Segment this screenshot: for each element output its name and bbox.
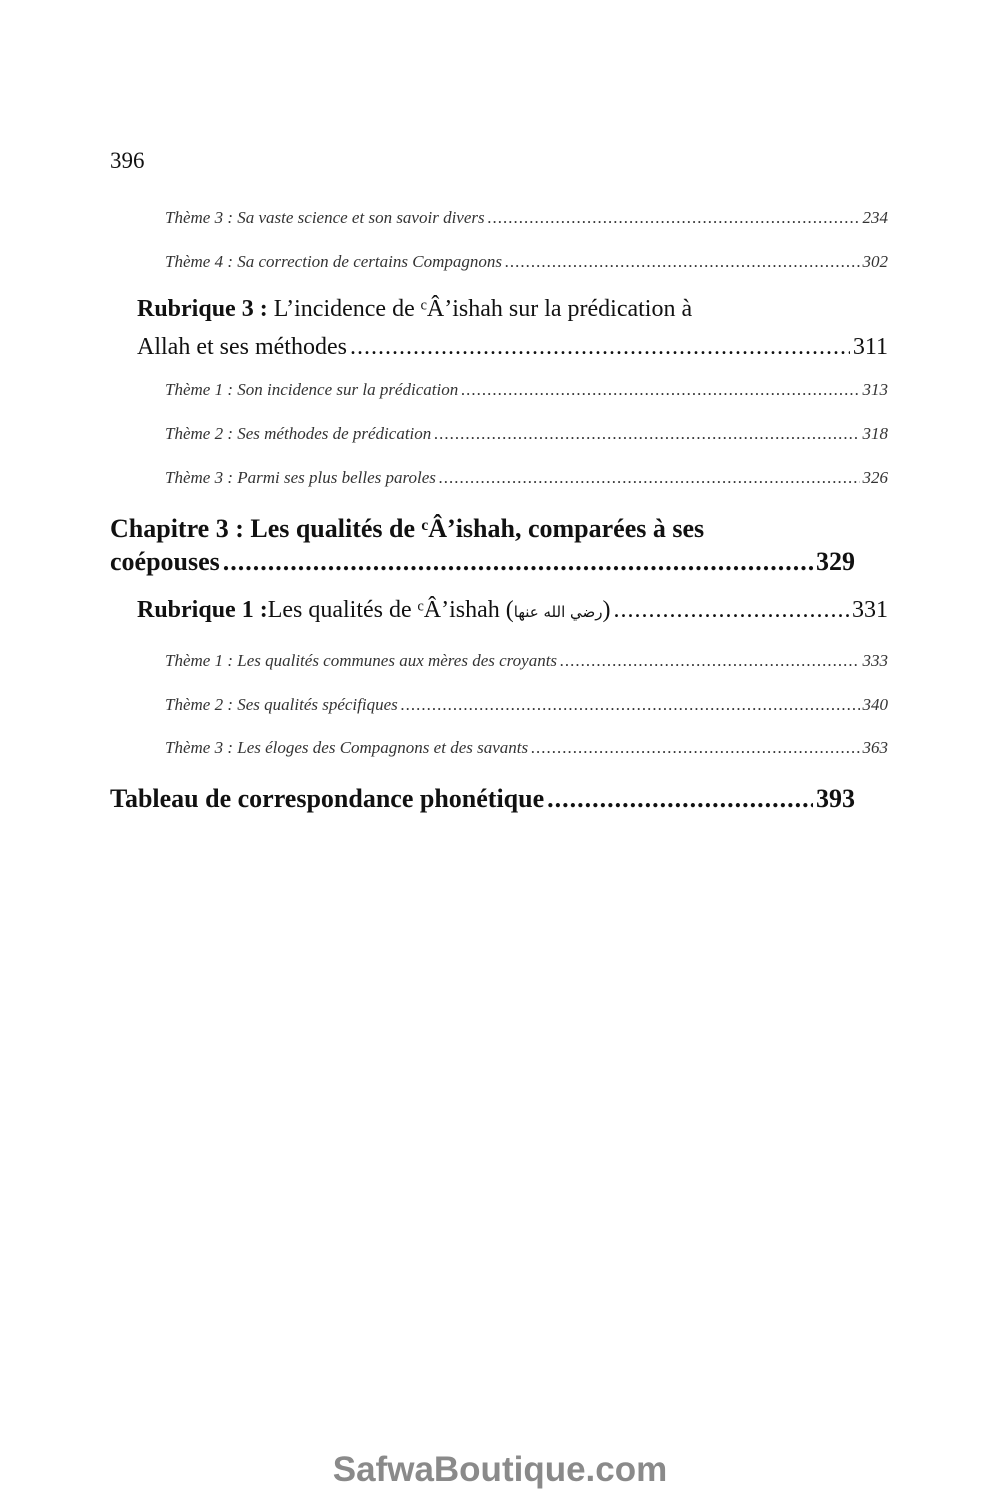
dot-leader	[560, 651, 859, 671]
entry-label: Thème 1 : Son incidence sur la prédication	[165, 380, 459, 399]
toc-entry[interactable]	[165, 651, 888, 671]
toc-entry[interactable]	[165, 738, 888, 758]
entry-page: 313	[862, 380, 888, 399]
dot-leader	[434, 424, 859, 444]
entry-prefix: Rubrique 1 :	[137, 597, 268, 623]
entry-label: Thème 3 : Sa vaste science et son savoir divers	[165, 208, 485, 227]
dot-leader	[547, 784, 813, 814]
toc-entry[interactable]	[110, 547, 855, 577]
entry-label: Thème 2 : Ses qualités spécifiques	[165, 695, 398, 714]
toc-entry-line1[interactable]: Chapitre 3 : Les qualités de ᶜÂ’ishah, comparées à ses	[110, 514, 705, 543]
toc-entry-line1[interactable]	[137, 296, 692, 323]
entry-page: 331	[852, 597, 888, 623]
dot-leader	[614, 597, 850, 624]
entry-page: 302	[862, 252, 888, 271]
entry-label: Les qualités de ᶜÂ’ishah (	[267, 597, 514, 623]
entry-label: Tableau de correspondance phonétique	[110, 784, 545, 813]
dot-leader	[531, 738, 859, 758]
entry-label: Thème 3 : Parmi ses plus belles paroles	[165, 468, 436, 487]
entry-prefix: Rubrique 3 :	[137, 296, 268, 322]
toc-entry[interactable]	[137, 334, 888, 361]
honorific: رضي الله عنها	[513, 603, 603, 621]
entry-label: Thème 3 : Les éloges des Compagnons et des savants	[165, 738, 529, 757]
page-number: 396	[110, 148, 145, 173]
toc-entry[interactable]	[165, 424, 888, 444]
toc-entry[interactable]	[137, 597, 888, 624]
dot-leader	[439, 468, 860, 488]
entry-page: 234	[862, 208, 888, 227]
toc-entry[interactable]	[165, 468, 888, 488]
entry-label: L’incidence de ᶜÂ’ishah sur la prédication à	[267, 296, 693, 322]
entry-page: 318	[862, 424, 888, 443]
dot-leader	[488, 208, 860, 228]
entry-label: Allah et ses méthodes	[137, 334, 347, 360]
toc-entry[interactable]	[110, 784, 855, 814]
entry-label: Thème 2 : Ses méthodes de prédication	[165, 424, 432, 443]
watermark: SafwaBoutique.com	[332, 1450, 668, 1489]
entry-label: Thème 1 : Les qualités communes aux mères des croyants	[165, 651, 558, 670]
entry-page: 329	[816, 547, 855, 576]
toc-entry[interactable]	[165, 380, 888, 400]
toc-entry[interactable]	[165, 208, 888, 228]
entry-label: coépouses	[110, 547, 220, 576]
toc-entry[interactable]	[165, 252, 888, 272]
entry-label: Thème 4 : Sa correction de certains Compagnons	[165, 252, 502, 271]
entry-page: 340	[862, 695, 888, 714]
dot-leader	[461, 380, 859, 400]
dot-leader	[223, 547, 813, 577]
entry-page: 326	[862, 468, 888, 487]
entry-page: 333	[862, 651, 888, 670]
dot-leader	[401, 695, 860, 715]
entry-page: 393	[816, 784, 855, 813]
toc-entry[interactable]	[165, 695, 888, 715]
dot-leader	[505, 252, 860, 272]
dot-leader	[350, 334, 850, 361]
entry-page: 311	[852, 334, 888, 360]
entry-label-suffix: )	[602, 597, 611, 623]
entry-page: 363	[862, 738, 888, 757]
